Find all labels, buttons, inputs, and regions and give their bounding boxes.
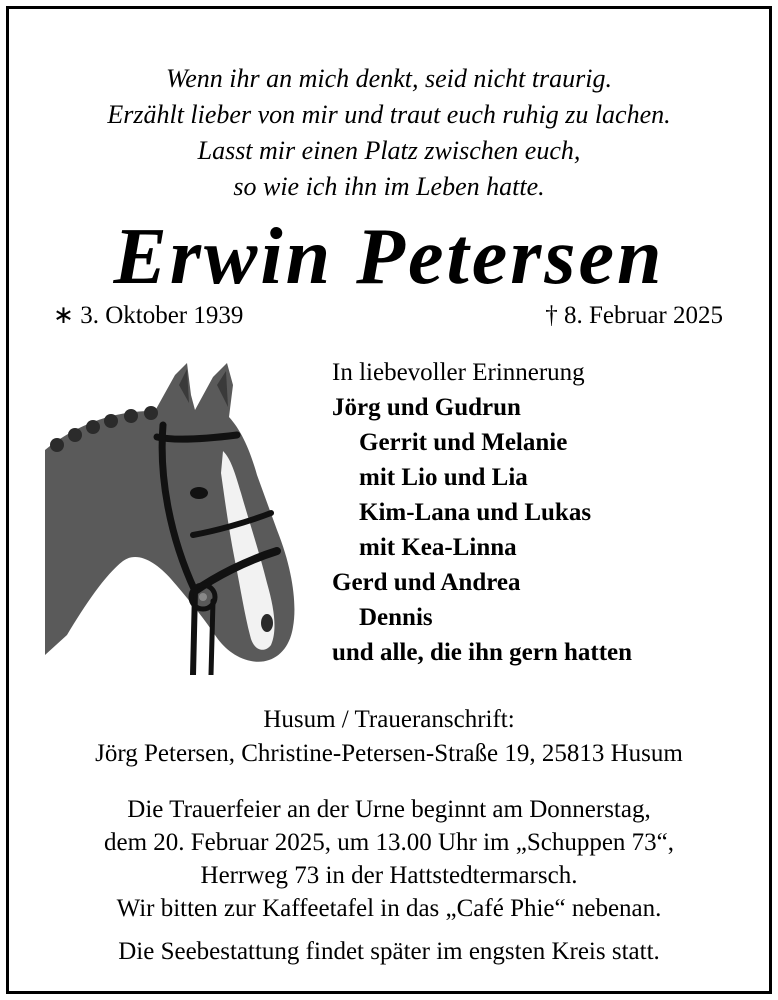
sea-burial-note: Die Seebestattung findet später im engsten Kreis statt. xyxy=(118,938,660,965)
mourner-row: Gerd und Andrea xyxy=(332,569,521,596)
funeral-service-info xyxy=(9,793,769,925)
mourner-row: mit Kea-Linna xyxy=(359,534,517,561)
death-date: † 8. Februar 2025 xyxy=(545,302,723,329)
mourners-list xyxy=(332,355,762,670)
mourner-row: Gerrit und Melanie xyxy=(359,429,568,456)
address-line: Jörg Petersen, Christine-Petersen-Straße 19, 25813 Husum xyxy=(95,740,683,767)
service-line: Wir bitten zur Kaffeetafel in das „Café Phie“ nebenan. xyxy=(116,895,662,922)
service-line: dem 20. Februar 2025, um 13.00 Uhr im „Schuppen 73“, xyxy=(103,829,675,856)
mourning-address xyxy=(9,703,769,771)
mourner-row: Dennis xyxy=(359,604,433,631)
horse-head-portrait-icon xyxy=(45,355,295,675)
service-line: Herrweg 73 in der Hattstedtermarsch. xyxy=(200,862,578,889)
service-line: Die Trauerfeier an der Urne beginnt am Donnerstag, xyxy=(127,796,651,823)
poem-line: Erzählt lieber von mir und traut euch ruhig zu lachen. xyxy=(107,100,671,129)
mourner-row: mit Lio und Lia xyxy=(359,464,528,491)
birth-date: ∗ 3. Oktober 1939 xyxy=(53,302,244,329)
deceased-name: Erwin Petersen xyxy=(113,213,665,301)
obituary-frame xyxy=(6,6,772,994)
address-heading: Husum / Traueranschrift: xyxy=(263,706,515,733)
poem-line: so wie ich ihn im Leben hatte. xyxy=(233,172,545,201)
mourner-row: und alle, die ihn gern hatten xyxy=(332,639,633,666)
poem xyxy=(9,61,769,205)
remembrance-intro: In liebevoller Erinnerung xyxy=(332,359,585,386)
poem-line: Wenn ihr an mich denkt, seid nicht traurig. xyxy=(165,64,613,93)
poem-line: Lasst mir einen Platz zwischen euch, xyxy=(197,136,581,165)
mourner-row: Kim-Lana und Lukas xyxy=(359,499,592,526)
mourner-row: Jörg und Gudrun xyxy=(332,394,521,421)
